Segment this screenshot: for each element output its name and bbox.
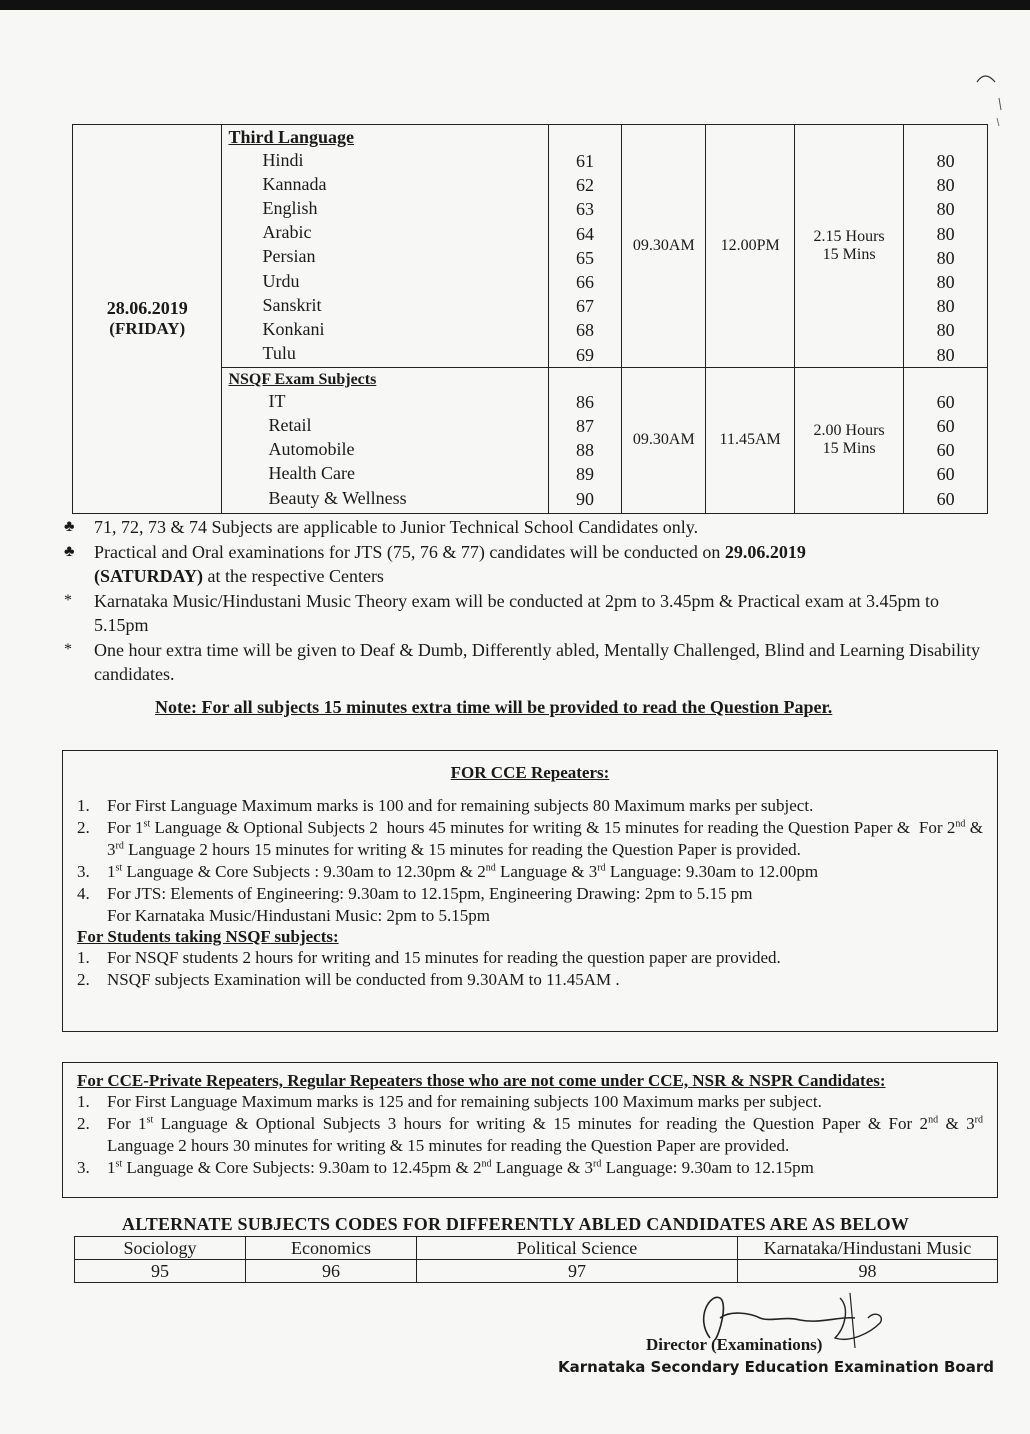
signatory-designation: Director (Examinations) bbox=[646, 1335, 823, 1354]
alternate-codes-table bbox=[74, 1236, 998, 1283]
table-cell: 96 bbox=[246, 1260, 417, 1283]
max-marks: 60 bbox=[936, 440, 955, 461]
note-text: One hour extra time will be given to Deaf & Dumb, Differently abled, Mentally Challenged, Blind and Learning Disability candidates. bbox=[94, 639, 980, 684]
note-item bbox=[64, 540, 989, 589]
private-item-3: 1st Language & Core Subjects: 9.30am to 12.45pm & 2nd Language & 3rd Language: 9.30am to 12.15pm bbox=[107, 1158, 814, 1177]
private-box-title: For CCE-Private Repeaters, Regular Repeaters those who are not come under CCE, NSR & NSPR Candidates: bbox=[77, 1071, 886, 1090]
max-marks: 80 bbox=[936, 320, 955, 341]
pen-mark-icon bbox=[975, 70, 1005, 130]
list-item: Hindi bbox=[262, 149, 304, 170]
list-item: 1. For NSQF students 2 hours for writing and 15 minutes for reading the question paper are provided. bbox=[77, 948, 781, 967]
table-cell: 98 bbox=[738, 1260, 998, 1283]
list-item: 1. For First Language Maximum marks is 125 and for remaining subjects 100 Maximum marks per subject. bbox=[77, 1092, 822, 1111]
asterisk-bullet-icon: * bbox=[64, 640, 72, 658]
note-text: Karnataka Music/Hindustani Music Theory exam will be conducted at 2pm to 3.45pm & Practical exam at 3.45pm to 5.15pm bbox=[94, 590, 939, 635]
list-item: Sanskrit bbox=[262, 294, 322, 315]
third-language-duration bbox=[795, 125, 904, 368]
exam-day: (FRIDAY) bbox=[109, 319, 186, 339]
cce-item-3: 1st Language & Core Subjects : 9.30am to 12.30pm & 2nd Language & 3rd Language: 9.30am to 12.00pm bbox=[107, 862, 819, 881]
subject-code: 68 bbox=[576, 320, 595, 341]
max-marks: 80 bbox=[936, 151, 955, 171]
max-marks: 80 bbox=[936, 344, 955, 365]
cce-box-title: FOR CCE Repeaters: bbox=[450, 763, 610, 782]
list-item: Retail bbox=[268, 415, 312, 436]
max-marks: 80 bbox=[936, 247, 955, 268]
table-row bbox=[75, 1237, 998, 1260]
list-item: Tulu bbox=[262, 343, 296, 364]
nsqf-students-list bbox=[63, 947, 997, 991]
list-item: Persian bbox=[262, 246, 316, 267]
nsqf-subjects bbox=[222, 367, 548, 513]
max-marks: 80 bbox=[936, 175, 955, 196]
duration-mins: 15 Mins bbox=[822, 440, 876, 458]
practical-date: 29.06.2019 bbox=[724, 541, 806, 562]
board-name: Karnataka Secondary Education Examination Board bbox=[558, 1358, 994, 1376]
alternate-codes-title: ALTERNATE SUBJECTS CODES FOR DIFFERENTLY ABLED CANDIDATES ARE AS BELOW bbox=[122, 1214, 910, 1234]
nsqf-duration bbox=[795, 367, 904, 513]
max-marks: 80 bbox=[936, 296, 955, 317]
note-item bbox=[64, 515, 989, 540]
cce-repeaters-box bbox=[62, 750, 998, 1032]
subject-code: 69 bbox=[576, 344, 595, 365]
list-item: Kannada bbox=[262, 173, 327, 194]
table-cell: 95 bbox=[75, 1260, 246, 1283]
private-list bbox=[63, 1091, 997, 1179]
club-bullet-icon: ♣ bbox=[64, 542, 75, 560]
list-item: 2. For 1st Language & Optional Subjects 2 hours 45 minutes for writing & 15 minutes for reading the Question Paper & For 2nd & 3rd Language 2 hours 15 minutes for writing & 15 minutes for reading the Question Paper is provided. bbox=[77, 818, 983, 859]
list-item: 4. For JTS: Elements of Engineering: 9.30am to 12.15pm, Engineering Drawing: 2pm to 5.15 pm For Karnataka Music/Hindustani Music: 2pm to 5.15pm bbox=[77, 884, 753, 925]
private-repeaters-box bbox=[62, 1062, 998, 1198]
max-marks: 80 bbox=[936, 272, 955, 293]
subject-code: 63 bbox=[576, 199, 595, 220]
third-language-row bbox=[73, 125, 988, 368]
list-item: 1. For First Language Maximum marks is 100 and for remaining subjects 80 Maximum marks per subject. bbox=[77, 796, 814, 815]
max-marks: 60 bbox=[936, 464, 955, 485]
third-language-list bbox=[228, 148, 541, 366]
exam-date: 28.06.2019 bbox=[106, 298, 188, 319]
music-timing: For Karnataka Music/Hindustani Music: 2pm to 5.15pm bbox=[107, 906, 490, 925]
list-item: 3. 1st Language & Core Subjects : 9.30am to 12.30pm & 2nd Language & 3rd Language: 9.30am to 12.00pm bbox=[77, 861, 983, 883]
notes-list bbox=[64, 515, 989, 687]
third-language-end: 12.00PM bbox=[706, 125, 795, 368]
table-header: Economics bbox=[246, 1237, 417, 1260]
club-bullet-icon: ♣ bbox=[64, 518, 75, 535]
table-header: Sociology bbox=[75, 1237, 246, 1260]
exam-date-cell bbox=[73, 125, 222, 514]
duration-mins: 15 Mins bbox=[822, 245, 876, 263]
cce-item-2: For 1st Language & Optional Subjects 2 hours 45 minutes for writing & 15 minutes for reading the Question Paper & For 2nd & 3rd Language 2 hours 15 minutes for writing & 15 minutes for reading the Question Paper is provided. bbox=[107, 818, 983, 859]
max-marks: 80 bbox=[936, 199, 955, 220]
note-text: Practical and Oral examinations for JTS (75, 76 & 77) candidates will be conducted on bbox=[94, 541, 725, 562]
subject-code: 88 bbox=[576, 440, 595, 461]
main-note: Note: For all subjects 15 minutes extra time will be provided to read the Question Paper. bbox=[155, 697, 833, 717]
nsqf-max-marks bbox=[904, 367, 988, 513]
list-item: English bbox=[262, 197, 318, 218]
max-marks: 60 bbox=[936, 416, 955, 437]
nsqf-codes bbox=[548, 367, 622, 513]
third-language-start: 09.30AM bbox=[622, 125, 706, 368]
subject-code: 62 bbox=[576, 175, 595, 196]
nsqf-heading: NSQF Exam Subjects bbox=[228, 370, 377, 388]
third-language-heading: Third Language bbox=[228, 126, 355, 147]
practical-day: (SATURDAY) bbox=[94, 566, 204, 586]
subject-code: 87 bbox=[576, 416, 595, 437]
note-item bbox=[64, 589, 989, 638]
list-item: IT bbox=[268, 390, 286, 411]
table-header: Karnataka/Hindustani Music bbox=[738, 1237, 998, 1260]
max-marks: 60 bbox=[936, 488, 955, 509]
subject-code: 65 bbox=[576, 247, 595, 268]
list-item: Health Care bbox=[268, 463, 355, 484]
nsqf-end: 11.45AM bbox=[706, 367, 795, 513]
table-cell: 97 bbox=[417, 1260, 738, 1283]
subject-code: 66 bbox=[576, 272, 595, 293]
third-language-codes bbox=[548, 125, 622, 368]
third-language-max-marks bbox=[904, 125, 988, 368]
nsqf-students-title: For Students taking NSQF subjects: bbox=[77, 927, 339, 946]
table-row bbox=[75, 1260, 998, 1283]
subject-code: 89 bbox=[576, 464, 595, 485]
duration-hours: 2.15 Hours bbox=[813, 227, 885, 245]
list-item: 3. 1st Language & Core Subjects: 9.30am to 12.45pm & 2nd Language & 3rd Language: 9.30am to 12.15pm bbox=[77, 1157, 983, 1179]
table-header: Political Science bbox=[417, 1237, 738, 1260]
max-marks: 80 bbox=[936, 223, 955, 244]
subject-code: 61 bbox=[576, 151, 595, 171]
subject-code: 90 bbox=[576, 488, 595, 509]
nsqf-list bbox=[228, 389, 541, 510]
subject-code: 64 bbox=[576, 223, 595, 244]
max-marks: 60 bbox=[936, 391, 955, 412]
scan-edge-shadow bbox=[0, 0, 1030, 10]
list-item: 2. For 1st Language & Optional Subjects 3 hours for writing & 15 minutes for reading the Question Paper & For 2nd & 3rd Language 2 hours 30 minutes for writing & 15 minutes for reading the Question Paper are provided. bbox=[77, 1114, 983, 1155]
list-item: Beauty & Wellness bbox=[268, 487, 407, 508]
private-item-2: For 1st Language & Optional Subjects 3 hours for writing & 15 minutes for reading the Question Paper & For 2nd & 3rd Language 2 hours 30 minutes for writing & 15 minutes for reading the Question Paper are provided. bbox=[107, 1114, 983, 1155]
third-language-subjects bbox=[222, 125, 548, 368]
cce-list bbox=[63, 795, 997, 927]
list-item: 2. NSQF subjects Examination will be conducted from 9.30AM to 11.45AM . bbox=[77, 970, 620, 989]
jts-timing: For JTS: Elements of Engineering: 9.30am to 12.15pm, Engineering Drawing: 2pm to 5.15 pm bbox=[107, 884, 753, 903]
list-item: Automobile bbox=[268, 439, 355, 460]
list-item: Arabic bbox=[262, 222, 312, 243]
subject-code: 67 bbox=[576, 296, 595, 317]
asterisk-bullet-icon: * bbox=[64, 591, 72, 609]
nsqf-start: 09.30AM bbox=[622, 367, 706, 513]
list-item: Konkani bbox=[262, 318, 325, 339]
list-item: Urdu bbox=[262, 270, 300, 291]
note-item bbox=[64, 638, 989, 687]
duration-hours: 2.00 Hours bbox=[813, 422, 885, 440]
exam-timetable bbox=[72, 124, 988, 514]
note-text: at the respective Centers bbox=[203, 566, 384, 586]
note-text: 71, 72, 73 & 74 Subjects are applicable to Junior Technical School Candidates only. bbox=[94, 517, 699, 537]
subject-code: 86 bbox=[576, 391, 595, 412]
